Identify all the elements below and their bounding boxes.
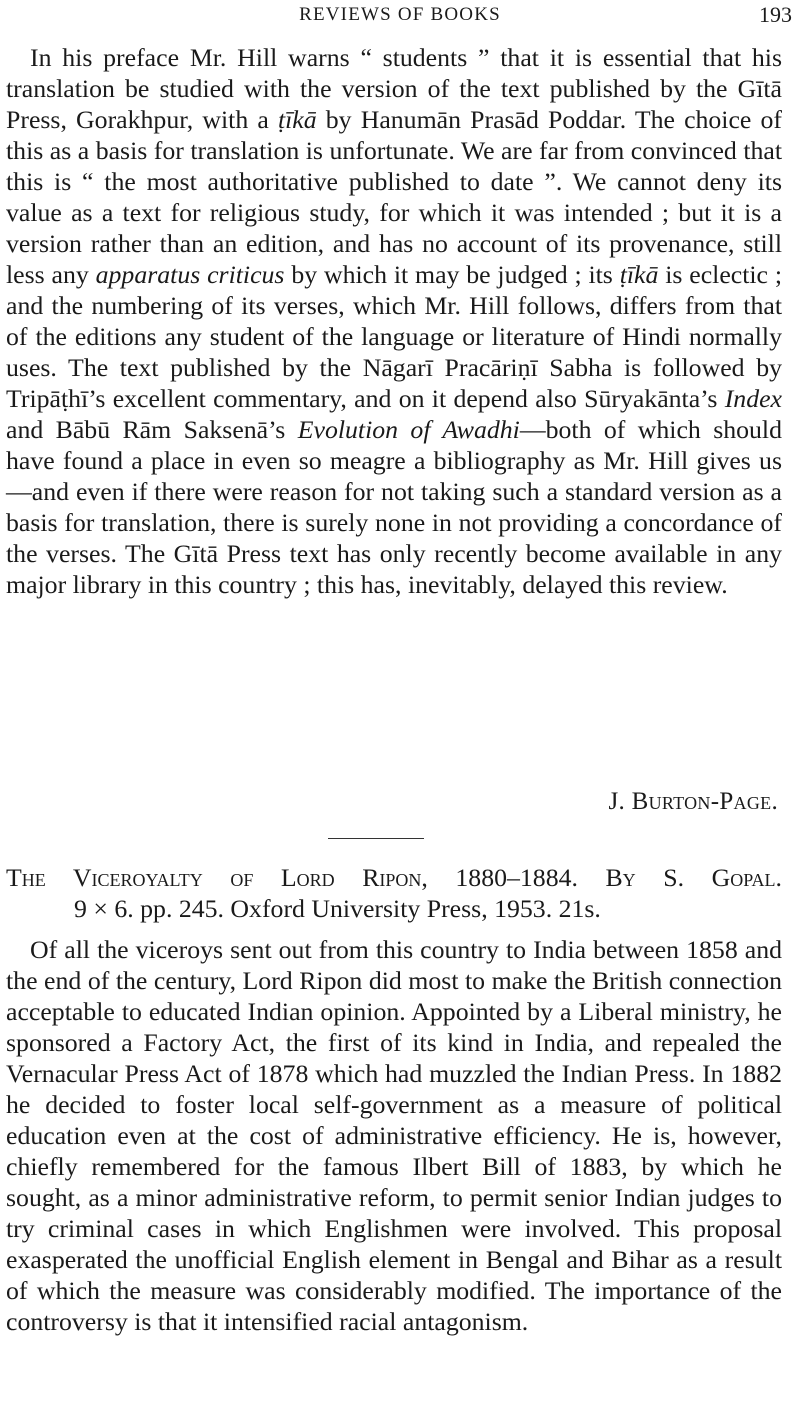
review-paragraph: Of all the viceroys sent out from this country to India between 1858 and the end of the century, Lord Ripon did most to make the British connection acceptable to educated Indian opinion. Appointed by a Liberal ministry, he sponsored a Factory Act, the first of its kind in India, and repealed the Vernacular Press Act of 1878 which had muzzled the Indian Press. In 1882 he decided to foster local self-government as a measure of political education even at the cost of administrative efficiency. He is, however, chiefly remembered for the famous Ilbert Bill of 1883, by which he sought, as a minor administrative reform, to permit senior Indian judges to try criminal cases in which Englishmen were involved. This proposal exasperated the unofficial English element in Bengal and Bihar as a result of which the measure was considerably modified. The importance of the controversy is that it intensified racial antagonism. [6, 935, 782, 1336]
running-title: REVIEWS OF BOOKS [299, 4, 501, 25]
section-divider [328, 838, 424, 839]
review-body-hill [6, 42, 782, 600]
running-head [0, 2, 800, 30]
book-heading [6, 862, 782, 924]
text-run: by Hanumān Prasād Poddar. The choice of this as a basis for translation is unfortunate. We are far from convinced that this is “ the most authoritative published to date ”. We cannot deny its value as a text for religious study, for which it was intended ; but it is a version rather than an edition, and has no account of its provenance, still less any [6, 105, 783, 289]
text-run: —both of which should have found a place in even so meagre a bibliography as Mr. Hill gives us—and even if there were reason for not taking such a standard version as a basis for translation, there is surely none in not providing a concordance of the verses. The Gītā Press text has only recently become available in any major library in this country ; this has, inevitably, delayed this review. [6, 415, 782, 599]
page-number: 193 [759, 2, 792, 27]
review-paragraph [6, 42, 782, 600]
reviewer-signature: J. Burton-Page. [608, 788, 778, 815]
text-run: In his preface Mr. Hill warns “ students ” that it is essential that his translation be studied with the version of the text published by the Gītā Press, Gorakhpur, with a [6, 43, 782, 134]
text-run: by which it may be judged ; its [284, 260, 620, 289]
text-run: and Bābū Rām Saksenā’s [6, 415, 298, 444]
review-body-gopal [6, 934, 782, 1337]
italic-term-tika: ṭīkā [619, 260, 659, 289]
book-title-line: The Viceroyalty of Lord Ripon, 1880–1884. By S. Gopal. [6, 863, 782, 892]
book-details-line: 9 × 6. pp. 245. Oxford University Press, 1953. 21s. [74, 894, 601, 923]
text-run: is eclectic ; and the numbering of its verses, which Mr. Hill follows, differs from that of the editions any student of the language or literature of Hindi normally uses. The text published by the Nāgarī Pracāriṇī Sabha is followed by Tripāṭhī’s excellent commentary, and on it depend also Sūryakānta’s [6, 260, 783, 413]
italic-term-apparatus-criticus: apparatus criticus [95, 260, 285, 289]
italic-title-evolution-of-awadhi: Evolution of Awadhi [297, 415, 520, 444]
italic-title-index: Index [724, 384, 782, 413]
italic-term-tika: ṭīkā [277, 105, 317, 134]
